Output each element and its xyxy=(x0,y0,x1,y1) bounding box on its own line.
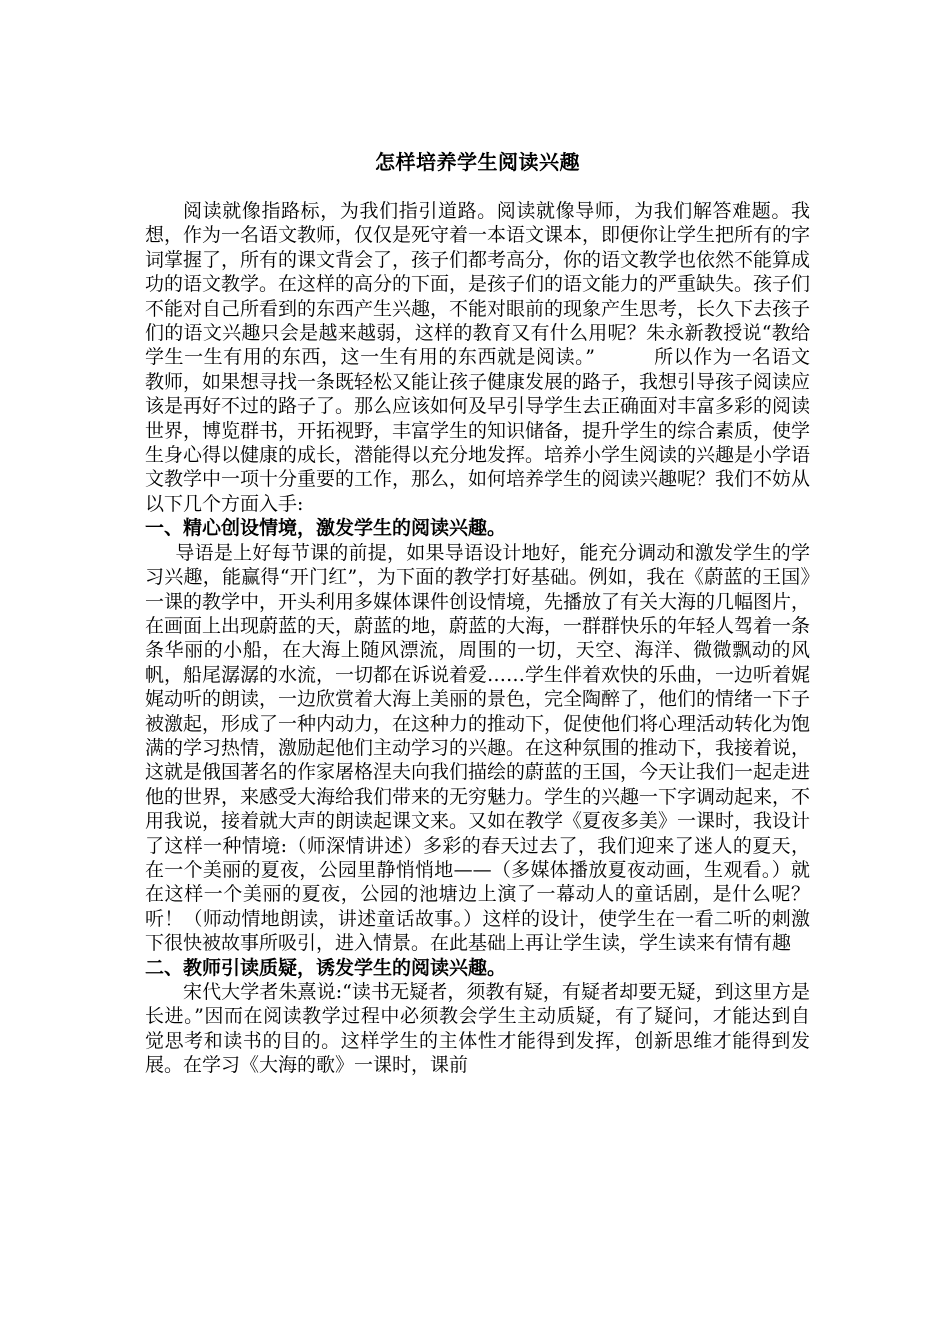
section-1-paragraph: 导语是上好每节课的前提，如果导语设计地好，能充分调动和激发学生的学习兴趣，能赢得“开门红”，为下面的教学打好基础。例如，我在《蔚蓝的王国》一课的教学中，开头利用多媒体课件创设情境，先播放了有关大海的几幅图片，在画面上出现蔚蓝的天，蔚蓝的地，蔚蓝的大海，一群群快乐的年轻人驾着一条条华丽的小船，在大海上随风漂流，周围的一切，天空、海洋、微微飘动的风帆，船尾潺潺的水流，一切都在诉说着爱……学生伴着欢快的乐曲，一边听着娓娓动听的朗读，一边欣赏着大海上美丽的景色，完全陶醉了，他们的情绪一下子被激起，形成了一种内动力，在这种力的推动下，促使他们将心理活动转化为饱满的学习热情，激励起他们主动学习的兴趣。在这种氛围的推动下，我接着说，这就是俄国著名的作家屠格涅夫向我们描绘的蔚蓝的王国，今天让我们一起走进他的世界，来感受大海给我们带来的无穷魅力。学生的兴趣一下字调动起来，不用我说，接着就大声的朗读起课文来。又如在教学《夏夜多美》一课时，我设计了这样一种情境:（师深情讲述）多彩的春天过去了，我们迎来了迷人的夏天，在一个美丽的夏夜，公园里静悄悄地——（多媒体播放夏夜动画，生观看。）就在这样一个美丽的夏夜，公园的池塘边上演了一幕动人的童话剧，是什么呢？听！（师动情地朗读，讲述童话故事。）这样的设计，使学生在一看二听的刺激下很快被故事所吸引，进入情景。在此基础上再让学生读，学生读来有情有趣 xyxy=(145,541,811,955)
section-2-paragraph: 宋代大学者朱熹说:“读书无疑者，须教有疑，有疑者却要无疑，到这里方是长进。”因而在阅读教学过程中必须教会学生主动质疑，有了疑问，才能达到自觉思考和读书的目的。这样学生的主体性才能得到发挥，创新思维才能得到发展。在学习《大海的歌》一课时，课前 xyxy=(145,981,810,1077)
section-2-heading: 二、教师引读质疑，诱发学生的阅读兴趣。 xyxy=(145,956,507,979)
intro-paragraph: 阅读就像指路标，为我们指引道路。阅读就像导师，为我们解答难题。我想，作为一名语文教师，仅仅是死守着一本语文课本，即便你让学生把所有的字词掌握了，所有的课文背会了，孩子们都考高分，你的语文教学也依然不能算成功的语文教学。在这样的高分的下面，是孩子们的语文能力的严重缺失。孩子们不能对自己所看到的东西产生兴趣，不能对眼前的现象产生思考，长久下去孩子们的语文兴趣只会是越来越弱，这样的教育又有什么用呢？朱永新教授说“教给学生一生有用的东西，这一生有用的东西就是阅读。” 所以作为一名语文教师，如果想寻找一条既轻松又能让孩子健康发展的路子，我想引导孩子阅读应该是再好不过的路子了。那么应该如何及早引导学生去正确面对丰富多彩的阅读世界，博览群书，开拓视野，丰富学生的知识储备，提升学生的综合素质，使学生身心得以健康的成长，潜能得以充分地发挥。培养小学生阅读的兴趣是小学语文教学中一项十分重要的工作，那么，如何培养学生的阅读兴趣呢？我们不妨从以下几个方面入手: xyxy=(145,200,811,515)
section-1-heading: 一、精心创设情境，激发学生的阅读兴趣。 xyxy=(145,517,507,540)
document-title: 怎样培养学生阅读兴趣 xyxy=(375,150,580,174)
document-page xyxy=(145,148,810,1078)
